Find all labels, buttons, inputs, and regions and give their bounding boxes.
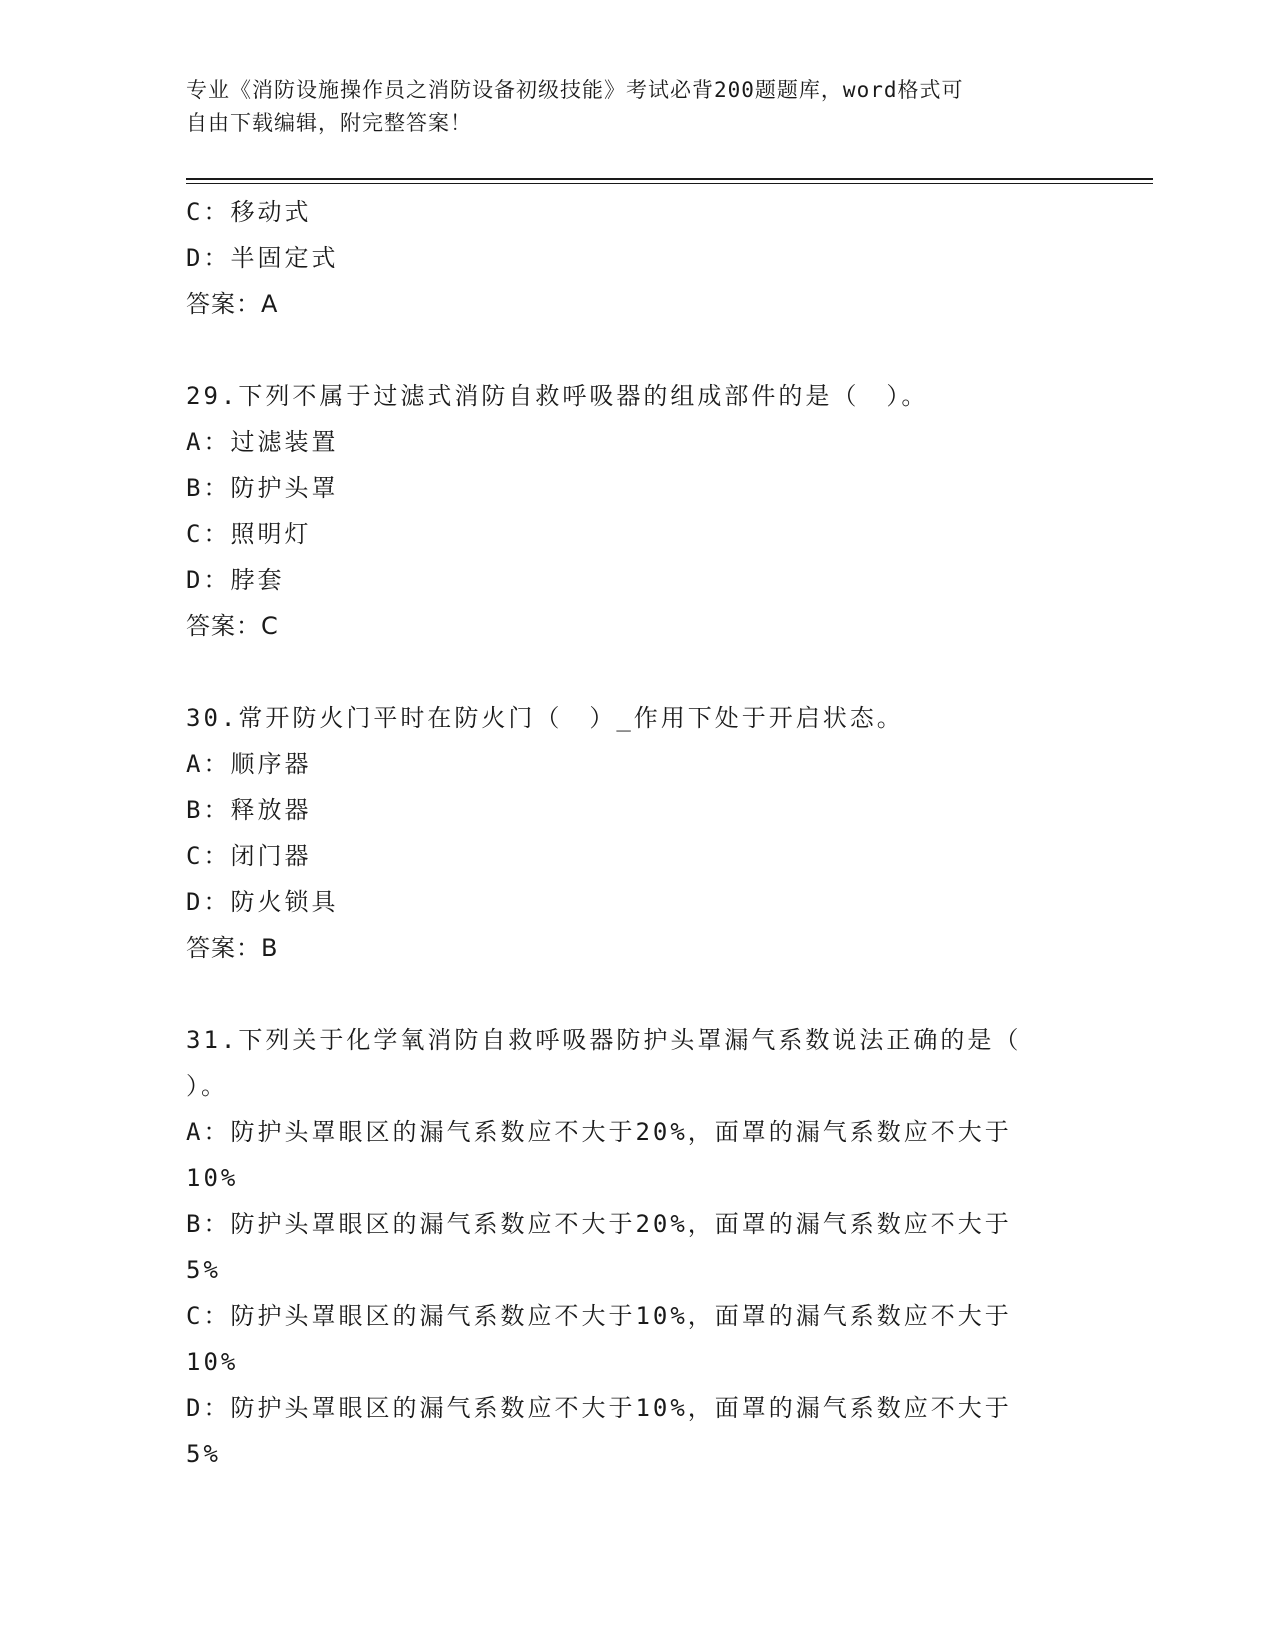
option-c: C：照明灯 [186, 520, 312, 548]
header-divider [186, 178, 1153, 180]
option-d-line-1: D：防护头罩眼区的漏气系数应不大于10%，面罩的漏气系数应不大于 [186, 1394, 1012, 1422]
option-d: D：半固定式 [186, 244, 339, 272]
option-c: C：闭门器 [186, 842, 312, 870]
header-line-2: 自由下载编辑，附完整答案！ [186, 111, 472, 135]
option-d: D：脖套 [186, 566, 285, 594]
option-d-line-2: 5% [186, 1440, 221, 1468]
question-30 [186, 695, 1076, 971]
option-a: A：过滤装置 [186, 428, 339, 456]
question-31 [186, 1017, 1076, 1477]
answer: 答案：B [186, 934, 279, 962]
question-text: 29.下列不属于过滤式消防自救呼吸器的组成部件的是（ ）。 [186, 382, 929, 410]
spacer [186, 971, 1076, 1017]
option-b-line-1: B：防护头罩眼区的漏气系数应不大于20%，面罩的漏气系数应不大于 [186, 1210, 1012, 1238]
answer: 答案：A [186, 290, 279, 318]
question-text-line-1: 31.下列关于化学氧消防自救呼吸器防护头罩漏气系数说法正确的是（ [186, 1026, 1022, 1054]
option-c: C：移动式 [186, 198, 312, 226]
question-text-line-2: ）。 [186, 1072, 228, 1100]
option-a: A：顺序器 [186, 750, 312, 778]
question-text: 30.常开防火门平时在防火门（ ）_作用下处于开启状态。 [186, 704, 904, 732]
spacer [186, 649, 1076, 695]
option-c-line-1: C：防护头罩眼区的漏气系数应不大于10%，面罩的漏气系数应不大于 [186, 1302, 1012, 1330]
answer: 答案：C [186, 612, 279, 640]
question-29 [186, 373, 1076, 649]
question-28 [186, 189, 1076, 327]
header-line-1: 专业《消防设施操作员之消防设备初级技能》考试必背200题题库，word格式可 [186, 78, 964, 102]
option-b: B：防护头罩 [186, 474, 339, 502]
document-header [186, 74, 1066, 140]
option-a-line-1: A：防护头罩眼区的漏气系数应不大于20%，面罩的漏气系数应不大于 [186, 1118, 1012, 1146]
option-b-line-2: 5% [186, 1256, 221, 1284]
option-a-line-2: 10% [186, 1164, 239, 1192]
option-d: D：防火锁具 [186, 888, 339, 916]
question-list [186, 189, 1076, 1477]
option-c-line-2: 10% [186, 1348, 239, 1376]
header-divider-thin [186, 183, 1153, 184]
spacer [186, 327, 1076, 373]
option-b: B：释放器 [186, 796, 312, 824]
